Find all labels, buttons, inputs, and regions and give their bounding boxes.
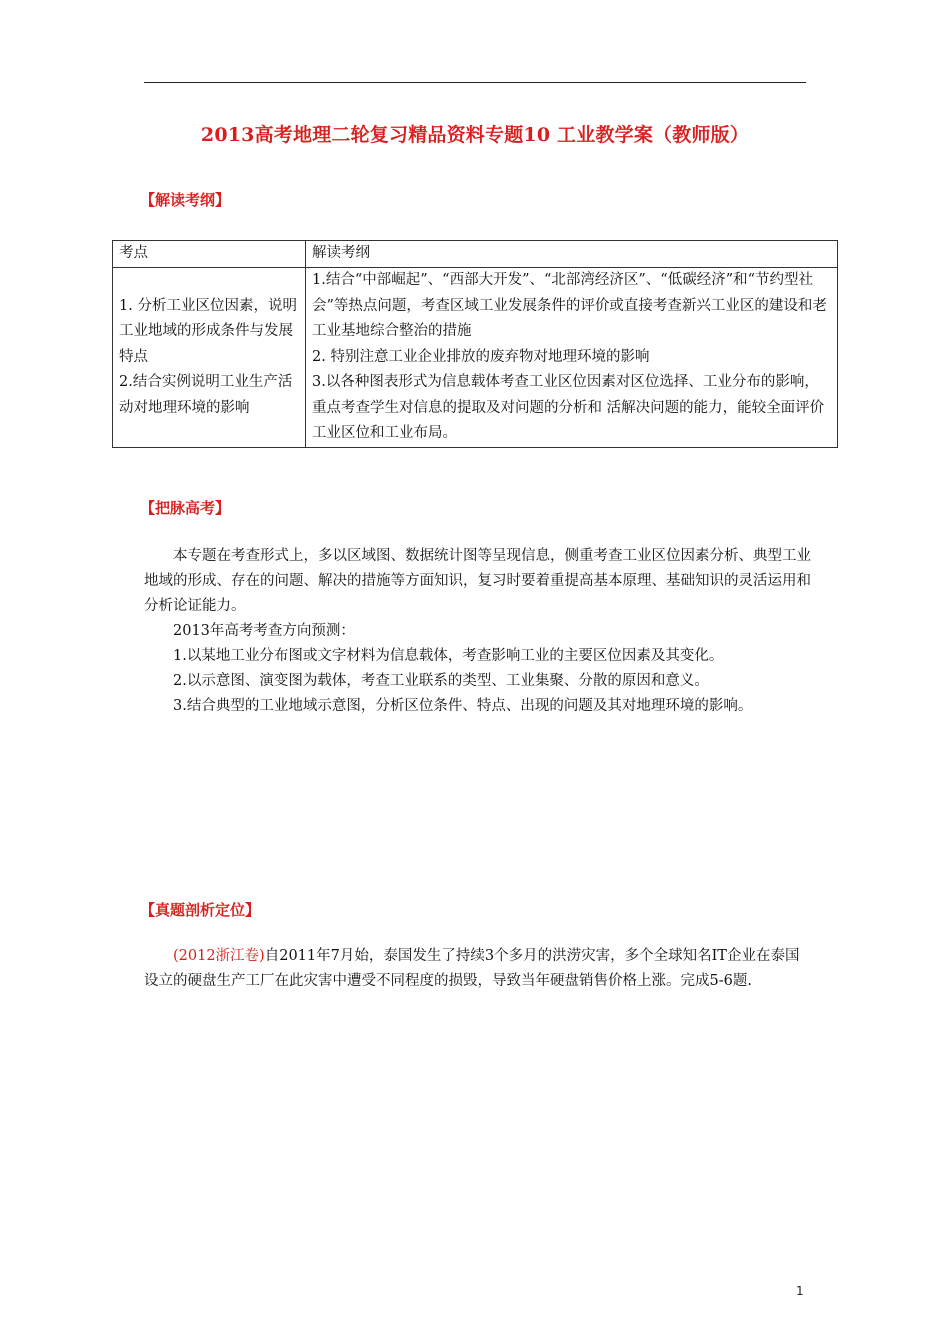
page-number: 1 (796, 1284, 804, 1298)
outline-heading: 【解读考纲】 (140, 191, 231, 209)
exam-heading: 【把脉高考】 (140, 499, 231, 517)
outline-note: 2. 特别注意工业企业排放的废弃物对地理环境的影响 (312, 348, 650, 365)
question-source: (2012浙江卷) (173, 948, 265, 964)
exam-point: 2.结合实例说明工业生产活动对地理环境的影响 (119, 374, 293, 416)
exam-point: 1. 分析工业区位因素，说明工业地域的形成条件与发展特点 (119, 297, 297, 365)
table-header-row (113, 241, 838, 268)
outline-note: 1.结合“中部崛起”、“西部大开发”、“北部湾经济区”、“低碳经济”和“节约型社会”等热点问题，考查区域工业发展条件的评价或直接考查新兴工业区的建设和老工业基地综合整治的措施 (312, 272, 827, 339)
outline-notes-cell (306, 268, 838, 448)
forecast-block (144, 619, 812, 719)
question-text: 自2011年7月始，泰国发生了持续3个多月的洪涝灾害，多个全球知名IT企业在泰国设立的硬盘生产工厂在此灾害中遭受不同程度的损毁，导致当年硬盘销售价格上涨。完成5-6题. (144, 948, 800, 989)
header-rule (144, 82, 806, 83)
forecast-item: 2.以示意图、演变图为载体，考查工业联系的类型、工业集聚、分散的原因和意义。 (173, 673, 709, 689)
analysis-paragraph (144, 944, 812, 994)
forecast-title: 2013年高考考查方向预测： (173, 623, 355, 639)
outline-note: 3.以各种图表形式为信息载体考查工业区位因素对区位选择、工业分布的影响，重点考查学生对信息的提取及对问题的分析和 活解决问题的能力，能较全面评价工业区位和工业布局。 (312, 374, 825, 441)
forecast-item: 1.以某地工业分布图或文字材料为信息载体，考查影响工业的主要区位因素及其变化。 (173, 648, 724, 664)
exam-points-cell (113, 268, 306, 448)
table-header-cell: 考点 (113, 241, 306, 268)
forecast-item: 3.结合典型的工业地域示意图，分析区位条件、特点、出现的问题及其对地理环境的影响。 (173, 698, 753, 714)
document-title: 2013高考地理二轮复习精品资料专题10 工业教学案（教师版） (200, 124, 750, 146)
table-header-cell: 解读考纲 (306, 241, 838, 268)
outline-table (112, 240, 838, 448)
table-row (113, 268, 838, 448)
analysis-heading: 【真题剖析定位】 (140, 901, 261, 919)
exam-intro-paragraph: 本专题在考查形式上，多以区域图、数据统计图等呈现信息，侧重考查工业区位因素分析、典型工业地域的形成、存在的问题、解决的措施等方面知识，复习时要着重提高基本原理、基础知识的灵活运用和分析论证能力。 (144, 548, 811, 614)
